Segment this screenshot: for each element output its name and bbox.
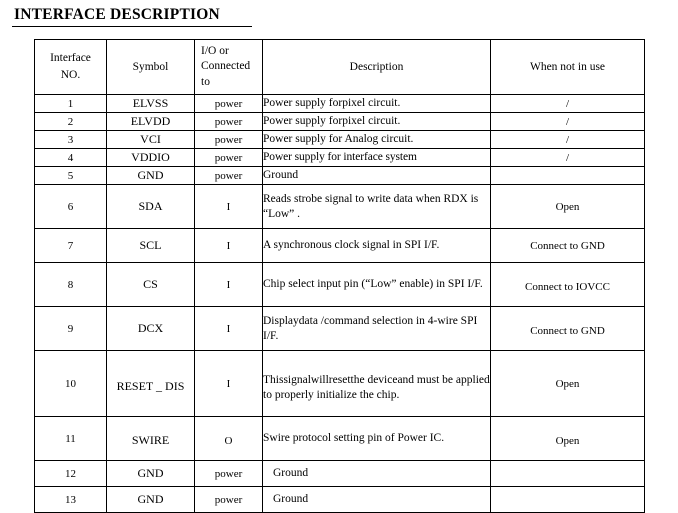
table-row [35,113,645,131]
cell-description: Chip select input pin (“Low” enable) in SPI I/F. [263,263,491,307]
cell-symbol: ELVDD [107,113,195,131]
cell-interface-no: 2 [35,113,107,131]
cell-description: Power supply forpixel circuit. [263,113,491,131]
title-underline [12,26,252,27]
cell-when-not-in-use [491,167,645,185]
cell-symbol: SWIRE [107,417,195,461]
table-row [35,307,645,351]
cell-interface-no: 9 [35,307,107,351]
table-row [35,95,645,113]
cell-interface-no: 1 [35,95,107,113]
cell-interface-no: 8 [35,263,107,307]
table-row [35,149,645,167]
cell-when-not-in-use: Open [491,185,645,229]
column-header-when-not-in-use: When not in use [491,40,645,95]
interface-description-table [34,39,645,513]
column-header-interface-no-line2: NO. [60,69,81,81]
cell-description: Thissignalwillresetthe deviceand must be applied to properly initialize the chip. [263,351,491,417]
table-row [35,185,645,229]
cell-interface-no: 7 [35,229,107,263]
cell-when-not-in-use: Connect to IOVCC [491,263,645,307]
cell-symbol: GND [107,167,195,185]
cell-io: I [195,185,263,229]
cell-interface-no: 11 [35,417,107,461]
cell-description: Power supply forpixel circuit. [263,95,491,113]
cell-io: I [195,307,263,351]
column-header-io [195,40,263,95]
cell-interface-no: 12 [35,461,107,487]
cell-symbol: VDDIO [107,149,195,167]
column-header-interface-no-line1: Interface [50,51,91,64]
table-row [35,417,645,461]
table-row [35,229,645,263]
cell-io: power [195,131,263,149]
cell-symbol: CS [107,263,195,307]
cell-description: Ground [263,461,491,487]
cell-when-not-in-use: Connect to GND [491,307,645,351]
table-header [35,40,645,95]
cell-description: Ground [263,167,491,185]
cell-interface-no: 6 [35,185,107,229]
cell-description: A synchronous clock signal in SPI I/F. [263,229,491,263]
cell-symbol: GND [107,487,195,513]
table-row [35,461,645,487]
cell-description: Ground [263,487,491,513]
column-header-interface-no [35,40,107,95]
cell-description: Displaydata /command selection in 4-wire SPI I/F. [263,307,491,351]
cell-io: I [195,229,263,263]
cell-io: power [195,113,263,131]
cell-interface-no: 4 [35,149,107,167]
cell-interface-no: 10 [35,351,107,417]
cell-when-not-in-use [491,461,645,487]
cell-symbol: SDA [107,185,195,229]
cell-when-not-in-use: / [491,113,645,131]
cell-description: Swire protocol setting pin of Power IC. [263,417,491,461]
cell-symbol: GND [107,461,195,487]
cell-io: O [195,417,263,461]
cell-when-not-in-use: Open [491,417,645,461]
cell-when-not-in-use: Connect to GND [491,229,645,263]
page-title: INTERFACE DESCRIPTION [14,6,220,23]
cell-io: I [195,263,263,307]
column-header-symbol: Symbol [107,40,195,95]
cell-symbol: DCX [107,307,195,351]
table-body [35,95,645,513]
cell-interface-no: 3 [35,131,107,149]
column-header-io-line3: to [201,75,210,88]
cell-symbol: VCI [107,131,195,149]
cell-symbol: ELVSS [107,95,195,113]
cell-description: Reads strobe signal to write data when RDX is “Low” . [263,185,491,229]
table-row [35,131,645,149]
cell-when-not-in-use: / [491,149,645,167]
column-header-io-line1: I/O or [201,44,229,57]
cell-when-not-in-use: / [491,95,645,113]
table-header-row [35,40,645,95]
column-header-description: Description [263,40,491,95]
column-header-io-line2: Connected [201,60,251,73]
cell-io: power [195,167,263,185]
cell-io: power [195,95,263,113]
table-row [35,167,645,185]
table-row [35,351,645,417]
cell-io: power [195,461,263,487]
cell-description: Power supply for interface system [263,149,491,167]
cell-symbol: RESET _ DIS [107,351,195,417]
cell-interface-no: 13 [35,487,107,513]
cell-io: power [195,487,263,513]
table-row [35,263,645,307]
cell-when-not-in-use: Open [491,351,645,417]
cell-io: I [195,351,263,417]
cell-io: power [195,149,263,167]
cell-when-not-in-use: / [491,131,645,149]
interface-description-table-wrapper [34,39,644,513]
cell-interface-no: 5 [35,167,107,185]
cell-description: Power supply for Analog circuit. [263,131,491,149]
cell-symbol: SCL [107,229,195,263]
